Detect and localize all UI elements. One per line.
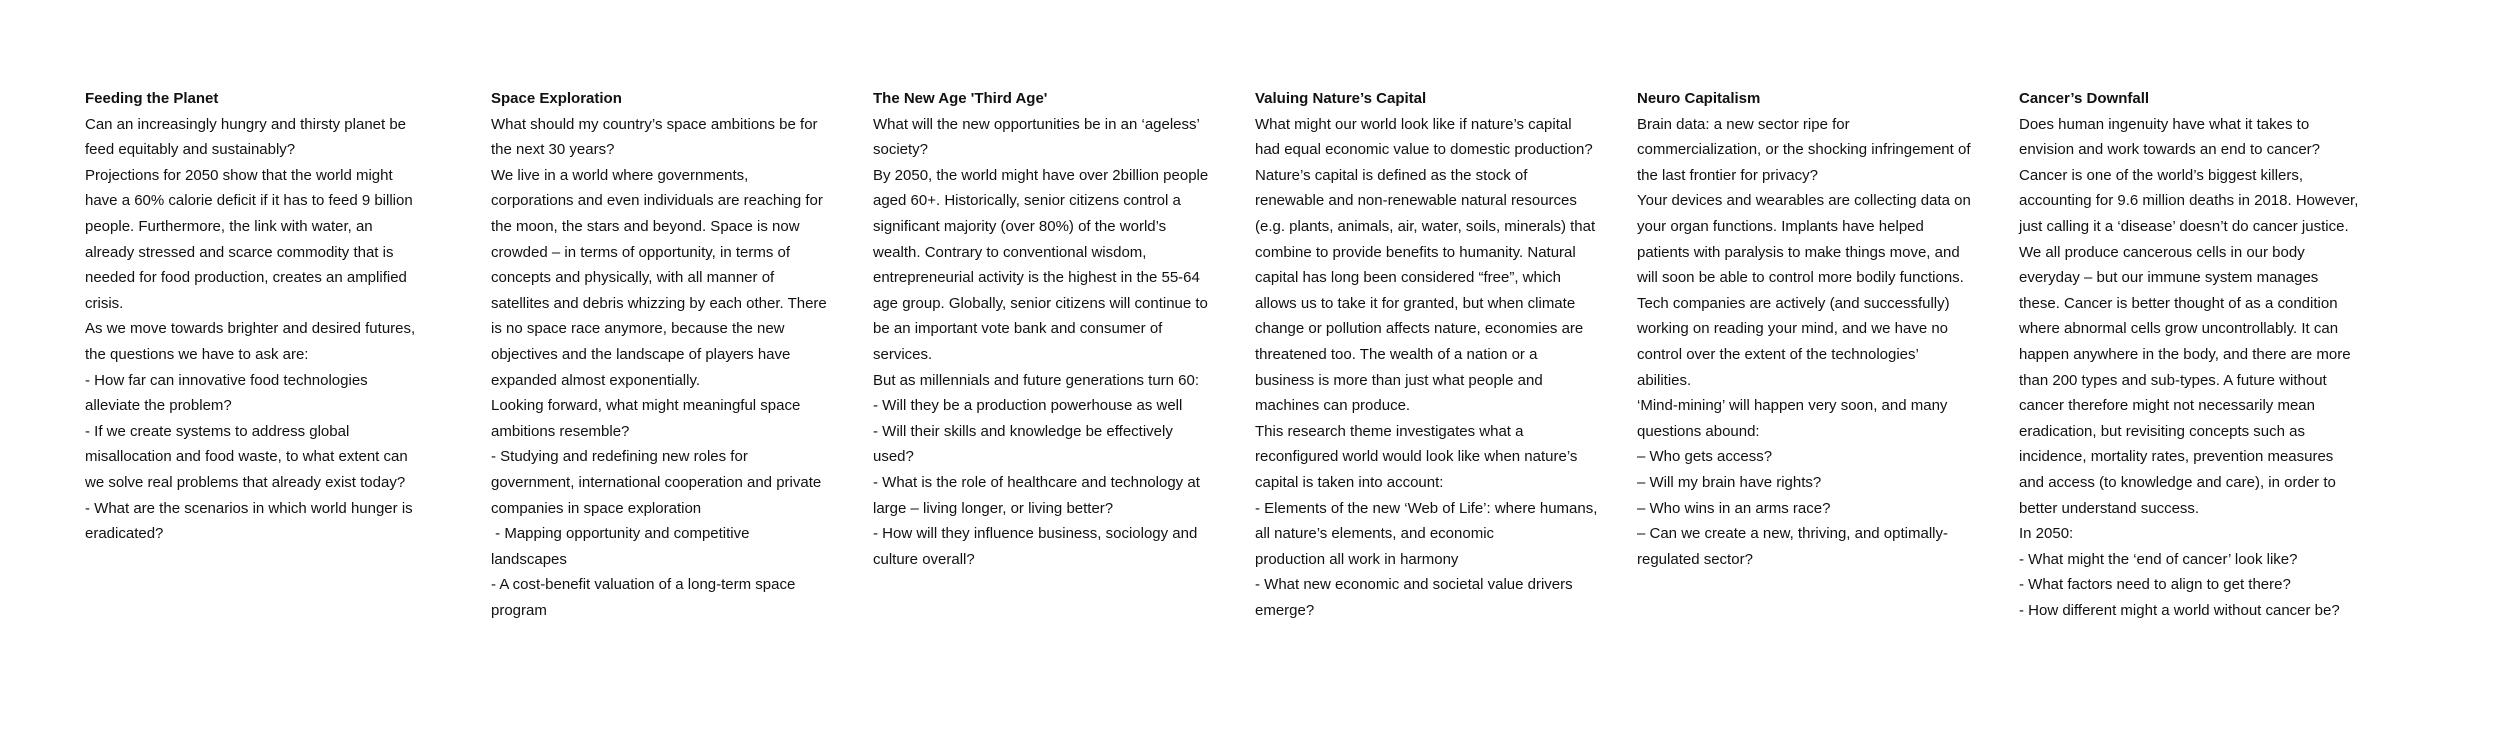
body-text-line: - Elements of the new ‘Web of Life’: where humans, xyxy=(1255,499,1598,517)
body-text-line: threatened too. The wealth of a nation or a xyxy=(1255,345,1538,363)
body-text-line: have a 60% calorie deficit if it has to feed 9 billion xyxy=(85,192,413,210)
body-text-line: - Mapping opportunity and competitive xyxy=(491,525,750,543)
body-text-line: eradicated? xyxy=(85,525,164,543)
body-text-line: - Studying and redefining new roles for xyxy=(491,448,748,466)
body-text-line: combine to provide benefits to humanity. Natural xyxy=(1255,243,1576,261)
body-text-line: By 2050, the world might have over 2billion people xyxy=(873,166,1209,184)
body-text-line: But as millennials and future generations turn 60: xyxy=(873,371,1200,389)
body-text-line: Looking forward, what might meaningful space xyxy=(491,397,801,415)
column-cancer-s-downfall xyxy=(2019,86,2379,623)
body-text-line: services. xyxy=(873,345,933,363)
body-text-line: crowded – in terms of opportunity, in terms of xyxy=(491,243,791,261)
body-text-line: people. Furthermore, the link with water, an xyxy=(85,217,373,235)
body-text-line: working on reading your mind, and we have no xyxy=(1637,320,1949,338)
body-text-line: than 200 types and sub-types. A future without xyxy=(2019,371,2327,389)
column-title: Valuing Nature’s Capital xyxy=(1255,90,1427,107)
column-title: Neuro Capitalism xyxy=(1637,90,1761,107)
body-text-line: government, international cooperation and private xyxy=(491,473,822,491)
body-text-line: business is more than just what people and xyxy=(1255,371,1543,389)
body-text-line: What might our world look like if nature’s capital xyxy=(1255,115,1572,133)
column-title: The New Age 'Third Age' xyxy=(873,90,1048,107)
body-text-line: - What factors need to align to get there? xyxy=(2019,576,2291,594)
column-title: Space Exploration xyxy=(491,90,622,107)
body-text-line: all nature’s elements, and economic xyxy=(1255,525,1495,543)
body-text-line: allows us to take it for granted, but when climate xyxy=(1255,294,1576,312)
body-text-line: age group. Globally, senior citizens will continue to xyxy=(873,294,1208,312)
body-text-line: reconfigured world would look like when nature’s xyxy=(1255,448,1578,466)
body-text-line: - What is the role of healthcare and technology at xyxy=(873,473,1200,491)
body-text-line: patients with paralysis to make things move, and xyxy=(1637,243,1960,261)
body-text-line: satellites and debris whizzing by each other. There xyxy=(491,294,827,312)
body-text-line: everyday – but our immune system manages xyxy=(2019,269,2319,287)
body-text-line: - If we create systems to address global xyxy=(85,422,350,440)
body-text-line: we solve real problems that already exist today? xyxy=(85,473,406,491)
body-text-line: will soon be able to control more bodily functions. xyxy=(1637,269,1964,287)
body-text-line: accounting for 9.6 million deaths in 2018. However, xyxy=(2019,192,2359,210)
body-text-line: capital is taken into account: xyxy=(1255,473,1444,491)
body-text-line: - Will they be a production powerhouse as well xyxy=(873,397,1183,415)
body-text-line: – Will my brain have rights? xyxy=(1637,473,1822,491)
body-text-line: be an important vote bank and consumer of xyxy=(873,320,1163,338)
body-text-line: - What are the scenarios in which world hunger is xyxy=(85,499,413,517)
body-text-line: aged 60+. Historically, senior citizens control a xyxy=(873,192,1181,210)
body-text-line: commercialization, or the shocking infringement of xyxy=(1637,141,1971,159)
body-text-line: crisis. xyxy=(85,294,124,312)
body-text-line: happen anywhere in the body, and there are more xyxy=(2019,345,2351,363)
body-text-line: - A cost-benefit valuation of a long-term space xyxy=(491,576,796,594)
body-text-line: questions abound: xyxy=(1637,422,1760,440)
body-text-line: - What might the ‘end of cancer’ look like? xyxy=(2019,550,2298,568)
body-text-line: What will the new opportunities be in an ‘ageless’ xyxy=(873,115,1200,133)
body-text-line: As we move towards brighter and desired futures, xyxy=(85,320,416,338)
body-text-line: ‘Mind-mining’ will happen very soon, and many xyxy=(1637,397,1948,415)
body-text-line: Your devices and wearables are collecting data on xyxy=(1637,192,1971,210)
body-text-line: and access (to knowledge and care), in order to xyxy=(2019,473,2336,491)
body-text-line: companies in space exploration xyxy=(491,499,702,517)
body-text-line: entrepreneurial activity is the highest in the 55-64 xyxy=(873,269,1200,287)
body-text-line: abilities. xyxy=(1637,371,1692,389)
body-text-line: program xyxy=(491,601,547,619)
body-text-line: We live in a world where governments, xyxy=(491,166,749,184)
theme-columns xyxy=(85,86,2415,646)
body-text-line: – Who wins in an arms race? xyxy=(1637,499,1831,517)
body-text-line: needed for food production, creates an amplified xyxy=(85,269,407,287)
body-text-line: Cancer is one of the world’s biggest killers, xyxy=(2019,166,2304,184)
body-text-line: Projections for 2050 show that the world might xyxy=(85,166,393,184)
column-neuro-capitalism xyxy=(1637,86,1997,572)
body-text-line: expanded almost exponentially. xyxy=(491,371,701,389)
body-text-line: renewable and non-renewable natural resources xyxy=(1255,192,1577,210)
body-text-line: capital has long been considered “free”, which xyxy=(1255,269,1562,287)
body-text-line: corporations and even individuals are reaching for xyxy=(491,192,823,210)
body-text-line: This research theme investigates what a xyxy=(1255,422,1524,440)
body-text-line: In 2050: xyxy=(2019,525,2074,543)
body-text-line: just calling it a ‘disease’ doesn’t do cancer justice. xyxy=(2019,217,2349,235)
body-text-line: landscapes xyxy=(491,550,567,568)
body-text-line: large – living longer, or living better? xyxy=(873,499,1114,517)
body-text-line: significant majority (over 80%) of the world’s xyxy=(873,217,1167,235)
body-text-line: machines can produce. xyxy=(1255,397,1411,415)
body-text-line: ambitions resemble? xyxy=(491,422,630,440)
body-text-line: - What new economic and societal value drivers xyxy=(1255,576,1573,594)
body-text-line: incidence, mortality rates, prevention measures xyxy=(2019,448,2334,466)
body-text-line: Tech companies are actively (and successfully) xyxy=(1637,294,1950,312)
body-text-line: Brain data: a new sector ripe for xyxy=(1637,115,1850,133)
body-text-line: (e.g. plants, animals, air, water, soils, minerals) that xyxy=(1255,217,1596,235)
body-text-line: – Who gets access? xyxy=(1637,448,1773,466)
column-space-exploration xyxy=(491,86,851,623)
body-text-line: emerge? xyxy=(1255,601,1315,619)
column-valuing-nature-s-capital xyxy=(1255,86,1615,623)
body-text-line: the moon, the stars and beyond. Space is now xyxy=(491,217,800,235)
body-text-line: had equal economic value to domestic production? xyxy=(1255,141,1593,159)
body-text-line: regulated sector? xyxy=(1637,550,1753,568)
body-text-line: objectives and the landscape of players have xyxy=(491,345,791,363)
column-title: Feeding the Planet xyxy=(85,90,219,107)
body-text-line: We all produce cancerous cells in our body xyxy=(2019,243,2305,261)
body-text-line: these. Cancer is better thought of as a condition xyxy=(2019,294,2338,312)
body-text-line: used? xyxy=(873,448,914,466)
body-text-line: - How different might a world without cancer be? xyxy=(2019,601,2340,619)
column-title: Cancer’s Downfall xyxy=(2019,90,2150,107)
body-text-line: – Can we create a new, thriving, and optimally- xyxy=(1637,525,1948,543)
column-feeding-the-planet xyxy=(85,86,445,547)
body-text-line: control over the extent of the technologies’ xyxy=(1637,345,1919,363)
body-text-line: - How far can innovative food technologies xyxy=(85,371,368,389)
body-text-line: change or pollution affects nature, economies are xyxy=(1255,320,1584,338)
column-the-new-age-third-age xyxy=(873,86,1233,572)
body-text-line: eradication, but revisiting concepts such as xyxy=(2019,422,2305,440)
body-text-line: society? xyxy=(873,141,929,159)
body-text-line: concepts and physically, with all manner of xyxy=(491,269,775,287)
body-text-line: the last frontier for privacy? xyxy=(1637,166,1818,184)
body-text-line: culture overall? xyxy=(873,550,975,568)
body-text-line: where abnormal cells grow uncontrollably. It can xyxy=(2019,320,2339,338)
body-text-line: cancer therefore might not necessarily mean xyxy=(2019,397,2315,415)
body-text-line: better understand success. xyxy=(2019,499,2200,517)
body-text-line: misallocation and food waste, to what extent can xyxy=(85,448,408,466)
body-text-line: the questions we have to ask are: xyxy=(85,345,309,363)
body-text-line: production all work in harmony xyxy=(1255,550,1459,568)
body-text-line: What should my country’s space ambitions be for xyxy=(491,115,818,133)
body-text-line: already stressed and scarce commodity that is xyxy=(85,243,394,261)
body-text-line: Does human ingenuity have what it takes to xyxy=(2019,115,2310,133)
body-text-line: Nature’s capital is defined as the stock of xyxy=(1255,166,1528,184)
body-text-line: is no space race anymore, because the new xyxy=(491,320,785,338)
body-text-line: feed equitably and sustainably? xyxy=(85,141,296,159)
body-text-line: your organ functions. Implants have helped xyxy=(1637,217,1924,235)
body-text-line: wealth. Contrary to conventional wisdom, xyxy=(873,243,1147,261)
body-text-line: - How will they influence business, sociology and xyxy=(873,525,1198,543)
body-text-line: Can an increasingly hungry and thirsty planet be xyxy=(85,115,407,133)
body-text-line: the next 30 years? xyxy=(491,141,615,159)
body-text-line: envision and work towards an end to cancer? xyxy=(2019,141,2321,159)
body-text-line: alleviate the problem? xyxy=(85,397,232,415)
body-text-line: - Will their skills and knowledge be effectively xyxy=(873,422,1173,440)
